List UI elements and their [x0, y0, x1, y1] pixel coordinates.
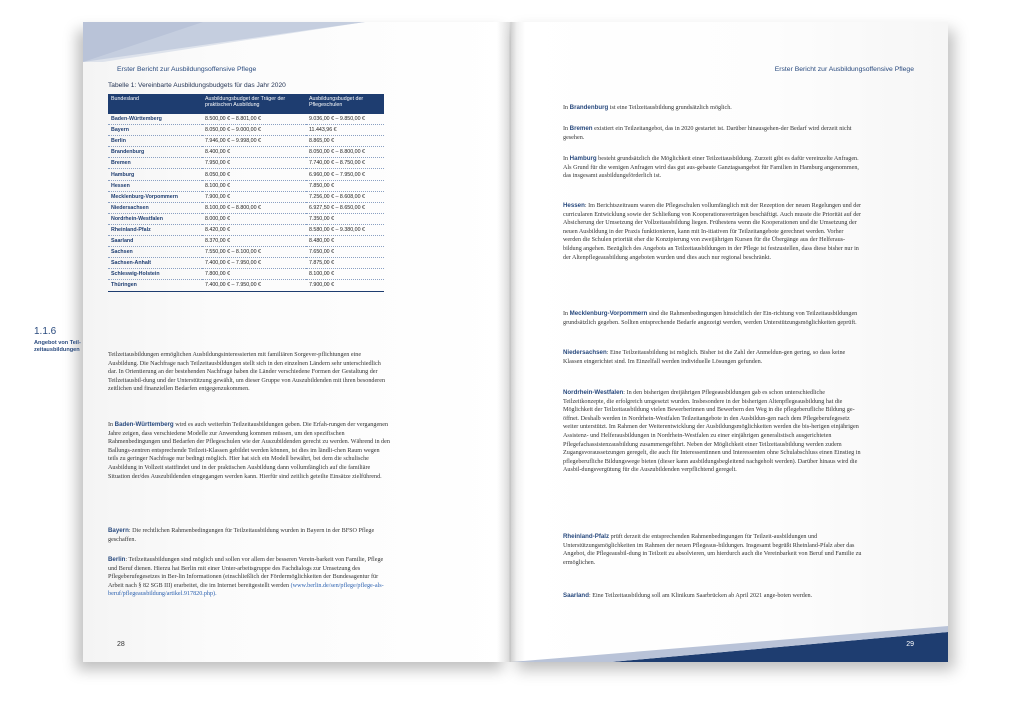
- table-row: [108, 202, 384, 213]
- paragraph-body: : Teilzeitausbildungen sind möglich und sollen vor allem der besseren Verein-barkeit von Familie, Pflege und Beruf dienen. Hierzu hat Berlin mit einer Unter-arbeitsgruppe des Fachdialogs zur Umsetzung des Pflegeberufegesetzes in Ber-lin Informationen (einschließlich der Fördermöglichkeiten der Bundesagentur für Arbeit nach § 82 SGB III) erarbeitet, die im Internet bereitgestellt werden: [108, 557, 384, 589]
- budget-cell: 7.800,00 €: [202, 269, 306, 280]
- state-cell: Baden-Württemberg: [108, 114, 202, 125]
- budget-cell: 7.950,00 €: [202, 158, 306, 169]
- intro-paragraph: Teilzeitausbildungen ermöglichen Ausbildungsinteressierten mit familiären Sorgever-pflichtungen eine Ausbildung. Die Nachfrage nach Teilzeitausbildungen stellt sich in den einzelnen Ländern sehr unterschiedlich dar. In Orientierung an der bestehenden Nachfrage haben die Länder verschiedene Formen der Gestaltung der Teilzeitausbil-dung und der Unterstützung gewählt, um dieser Gruppe von Auszubildenden mit ihren besonderen zeitlichen und finanziellen Bedarfen entgegenzukommen.: [108, 352, 386, 393]
- state-name: Bayern: [108, 527, 129, 534]
- state-name: Rheinland-Pfalz: [563, 533, 610, 540]
- paragraph-hessen: [563, 202, 863, 262]
- state-name: Brandenburg: [569, 104, 609, 111]
- budget-cell: 7.850,00 €: [306, 180, 384, 191]
- state-cell: Mecklenburg-Vorpommern: [108, 191, 202, 202]
- page-number: 28: [117, 641, 125, 648]
- state-cell: Hamburg: [108, 169, 202, 180]
- budget-cell: 8.580,00 € – 9.380,00 €: [306, 224, 384, 235]
- budget-cell: 8.050,00 € – 9.000,00 €: [202, 125, 306, 136]
- paragraph-body: prüft derzeit die entsprechenden Rahmenbedingungen für Teilzeit-ausbildungen und Unterstützungsmöglichkeiten im Rahmen der neuen Pflegeaus-bildungen. Insgesamt begrüßt Rheinland-Pfalz aber das Angebot, die Pflegeausbil-dung in Teilzeit zu absolvieren, um hierdurch auch die Vereinbarkeit von Beruf und Familie zu ermöglichen.: [563, 534, 862, 566]
- budget-cell: 7.900,00 €: [306, 280, 384, 291]
- budget-cell: 8.865,00 €: [306, 136, 384, 147]
- running-header: Erster Bericht zur Ausbildungsoffensive Pflege: [774, 66, 914, 73]
- budget-cell: 8.370,00 €: [202, 236, 306, 247]
- paragraph-body: : Eine Teilzeitausbildung ist möglich. Bisher ist die Zahl der Anmeldun-gen gering, so dass keine Klassen eingerichtet sind. Im Einzelfall werden individuelle Lösungen gefunden.: [563, 350, 846, 365]
- budget-cell: 6.960,00 € – 7.950,00 €: [306, 169, 384, 180]
- table-row: [108, 213, 384, 224]
- paragraph-body: existiert ein Teilzeitangebot, das in 2020 gestartet ist. Darüber hinausgehen-der Bedarf wird derzeit nicht gesehen.: [563, 126, 852, 141]
- table-row: [108, 191, 384, 202]
- state-name: Berlin: [108, 556, 126, 563]
- budget-cell: 8.480,00 €: [306, 236, 384, 247]
- budget-cell: 8.000,00 €: [202, 213, 306, 224]
- budget-cell: 7.256,00 € – 8.608,00 €: [306, 191, 384, 202]
- budget-cell: 8.100,00 € – 8.800,00 €: [202, 202, 306, 213]
- paragraph-body: : Eine Teilzeitausbildung soll am Klinikum Saarbrücken ab April 2021 ange-boten werden.: [588, 593, 813, 599]
- table-row: [108, 169, 384, 180]
- berlin-link[interactable]: (www.berlin.de/sen/pflege/pflege-als-beruf/pflegeausbildung/artikel.917820.php).: [108, 582, 384, 598]
- budget-cell: 7.740,00 € – 8.750,00 €: [306, 158, 384, 169]
- paragraph-mecklenburg-vorpommern: [563, 310, 863, 327]
- table-row: [108, 180, 384, 191]
- paragraph-body: : Die rechtlichen Rahmenbedingungen für Teilzeitausbildung wurden in Bayern in der BFSO Pflege geschaffen.: [108, 528, 375, 543]
- state-cell: Bayern: [108, 125, 202, 136]
- paragraph-saarland: [563, 592, 863, 601]
- state-cell: Nordrhein-Westfalen: [108, 213, 202, 224]
- paragraph-body: wird es auch weiterhin Teilzeitausbildungen geben. Die Erfah-rungen der vergangenen Jahre zeigen, dass verschiedene Modelle zur Anwendung kommen müssen, um den spezifischen Rahmenbedingungen und Bedarfen der Pflegeschulen wie der Auszubildenden gerecht zu werden. Während in den Ballungs-zentren entsprechende Teilzeit-Klassen gebildet werden können, ist dies im ländli-chen Raum wegen teils zu geringer Nachfrage nur bedingt möglich. Hier hat sich ein Modell bewährt, bei dem die schulische Ausbildung in Vollzeit stattfindet und in der praktischen Ausbildung dann vollumfänglich auf die familiäre Situation der/des Auszubildenden eingegangen werden kann. Hierfür sind zeitlich geteilte Einsätze zielführend.: [108, 422, 390, 480]
- paragraph-prefix: In: [563, 156, 570, 162]
- paragraph-body: : In den bisherigen dreijährigen Pflegeausbildungen gab es schon unterschiedliche Teilzeitkonzepte, die erfolgreich umgesetzt wurden. Insbesondere in der bisherigen Altenpflegeausbildung hat die Möglichkeit der Teilzeitausbildung vielen Bewerberinnen und Bewerbern den Weg in die pflegeberufliche Bildung ge-öffnet. Deshalb werden in Nordrhein-Westfalen Teilzeitangebote in den Ausbildun-gen nach dem Pflegeberufegesetz weiter unterstützt. Im Rahmen der Weiterentwicklung der Ausbildungsmöglichkeiten werden die bis-herigen einjährigen Assistenz- und Helferausbildungen in Nordrhein-Westfalen zu einer einjährigen generalistisch ausgerichteten Pflegefachassistenzausbildung zusammengeführt. Neben der Möglichkeit einer Teilzeitausbildung werden zudem Zugangsvoraussetzungen geregelt, die auch für Interessentinnen und Interessenten ohne Schulabschluss einen Einstieg in pflegeberufliche Bildungswege bieten (dieser kann ausbildungsbegleitend nachgeholt werden). Darüber hinaus wird die Ausbil-dungsvergütung für die Auszubildenden verpflichtend geregelt.: [563, 390, 861, 474]
- paragraph-prefix: In: [563, 105, 570, 111]
- budget-cell: 7.350,00 €: [306, 213, 384, 224]
- state-cell: Bremen: [108, 158, 202, 169]
- paragraph-berlin: [108, 556, 390, 599]
- paragraph-prefix: In: [563, 126, 570, 132]
- budget-cell: 8.100,00 €: [306, 269, 384, 280]
- state-cell: Saarland: [108, 236, 202, 247]
- section-number: 1.1.6: [34, 326, 57, 337]
- budget-cell: 8.400,00 €: [202, 147, 306, 158]
- state-cell: Sachsen-Anhalt: [108, 258, 202, 269]
- table-row: [108, 247, 384, 258]
- paragraph-body: besteht grundsätzlich die Möglichkeit einer Teilzeitausbildung. Zurzeit gibt es dafür vereinzelte Anfragen. Als Grund für die wenigen Anfragen wird das gut aus-gebaute Ganztagsangebot für Familien in Hamburg angenommen, das insgesamt ausbildungsförderlich ist.: [563, 156, 859, 180]
- state-cell: Brandenburg: [108, 147, 202, 158]
- table-row: [108, 114, 384, 125]
- state-name: Bremen: [569, 125, 593, 132]
- state-name: Nordrhein-Westfalen: [563, 389, 624, 396]
- state-cell: Schleswig-Holstein: [108, 269, 202, 280]
- paragraph-bayern: [108, 527, 390, 544]
- running-header: Erster Bericht zur Ausbildungsoffensive Pflege: [117, 66, 257, 73]
- column-header: Ausbildungsbudget der Pflegeschulen: [306, 94, 384, 114]
- budget-cell: 7.400,00 € – 7.950,00 €: [202, 280, 306, 291]
- budget-cell: 9.036,00 € – 9.850,00 €: [306, 114, 384, 125]
- paragraph-prefix: In: [108, 422, 115, 428]
- budget-cell: 8.050,00 € – 8.800,00 €: [306, 147, 384, 158]
- budget-cell: 11.443,96 €: [306, 125, 384, 136]
- column-header: Bundesland: [108, 94, 202, 114]
- table-row: [108, 158, 384, 169]
- state-name: Saarland: [563, 592, 589, 599]
- paragraph-rheinland-pfalz: [563, 533, 863, 567]
- budget-table: [108, 94, 384, 292]
- table-row: [108, 280, 384, 291]
- paragraph-body: sind die Rahmenbedingungen hinsichtlich der Ein-richtung von Teilzeitausbildungen grundsätzlich gegeben. Sollten entsprechende Bedarfe angezeigt werden, werden Unterstützungsmöglichkeiten geprüft.: [563, 311, 858, 326]
- table-row: [108, 125, 384, 136]
- column-header: Ausbildungsbudget der Träger der praktischen Ausbildung: [202, 94, 306, 114]
- paragraph-nordrhein-westfalen: [563, 389, 863, 475]
- state-name: Baden-Württemberg: [114, 421, 174, 428]
- paragraph-prefix: In: [563, 311, 570, 317]
- state-cell: Thüringen: [108, 280, 202, 291]
- budget-cell: 8.050,00 €: [202, 169, 306, 180]
- table-row: [108, 224, 384, 235]
- budget-cell: 7.650,00 €: [306, 247, 384, 258]
- state-cell: Berlin: [108, 136, 202, 147]
- state-cell: Sachsen: [108, 247, 202, 258]
- state-name: Hamburg: [569, 155, 597, 162]
- paragraph-brandenburg: [563, 104, 863, 113]
- budget-cell: 8.500,00 € – 8.801,00 €: [202, 114, 306, 125]
- paragraph-baden-wuerttemberg: [108, 421, 390, 481]
- state-name: Niedersachsen: [563, 349, 607, 356]
- paragraph-niedersachsen: [563, 349, 863, 366]
- state-name: Mecklenburg-Vorpommern: [569, 310, 648, 317]
- state-name: Hessen: [563, 202, 585, 209]
- right-text-column: [511, 22, 948, 662]
- table-row: [108, 236, 384, 247]
- state-cell: Hessen: [108, 180, 202, 191]
- paragraph-bremen: [563, 125, 863, 142]
- budget-cell: 7.875,00 €: [306, 258, 384, 269]
- budget-cell: 8.100,00 €: [202, 180, 306, 191]
- budget-cell: 7.400,00 € – 7.950,00 €: [202, 258, 306, 269]
- budget-cell: 7.900,00 €: [202, 191, 306, 202]
- header-decoration: [83, 22, 509, 62]
- budget-cell: 7.550,00 € – 8.100,00 €: [202, 247, 306, 258]
- table-row: [108, 147, 384, 158]
- state-cell: Niedersachsen: [108, 202, 202, 213]
- table-row: [108, 136, 384, 147]
- table-header-row: [108, 94, 384, 114]
- budget-cell: 8.420,00 €: [202, 224, 306, 235]
- page-number: 29: [906, 641, 914, 648]
- paragraph-body: : Im Berichtszeitraum waren die Pflegeschulen vollumfänglich mit der Rezeption der neuen Regelungen und der curricularen Entwicklung sowie der Schließung von Kooperationsverträgen beschäftigt. Auch musste die Priorität auf der Absicherung der Umsetzung der Vollzeitausbildung liegen. Frühestens wenn die Kooperationen und die Umsetzung der neuen Ausbildung in der Praxis funktionieren, kann mit In-itiativen für Teilzeitangebote gerechnet werden. Vorher werden die Schulen priorität eher die Konzipierung von zweijährigen Kursen für die Übergänge aus der Helferaus-bildung angehen. Bezüglich des Angebots an Teilzeitausbildungen in der Pflege ist festzustellen, dass diese bisher nur in der Altenpflegeausbildung angeboten wurden und dies auch nur regional beschränkt.: [563, 203, 862, 261]
- table-row: [108, 258, 384, 269]
- section-title: Angebot von Teil-zeitausbildungen: [34, 340, 81, 353]
- budget-cell: 6.927,50 € – 8.650,00 €: [306, 202, 384, 213]
- budget-cell: 7.946,00 € – 9.998,00 €: [202, 136, 306, 147]
- state-cell: Rheinland-Pfalz: [108, 224, 202, 235]
- table-body: [108, 114, 384, 291]
- paragraph-body: ist eine Teilzeitausbildung grundsätzlich möglich.: [608, 105, 732, 111]
- table-caption: Tabelle 1: Vereinbarte Ausbildungsbudgets für das Jahr 2020: [108, 82, 286, 89]
- paragraph-hamburg: [563, 155, 863, 181]
- table-row: [108, 269, 384, 280]
